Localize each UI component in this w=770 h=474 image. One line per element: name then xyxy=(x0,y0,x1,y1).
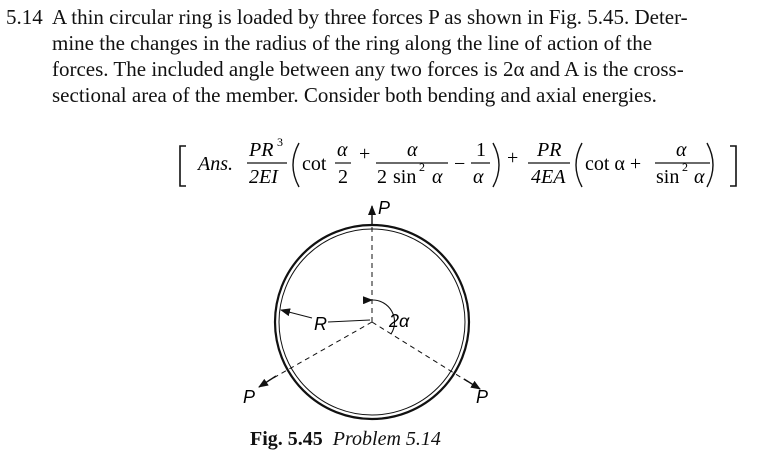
term2-numerator: PR xyxy=(537,139,562,161)
alpha-symbol: α xyxy=(694,166,705,188)
plus-sign: + xyxy=(507,147,519,169)
force-line-right xyxy=(372,322,470,383)
cot-text: cot xyxy=(302,153,327,175)
square-exponent: 2 xyxy=(419,160,425,174)
radius-label: R xyxy=(314,314,327,334)
figure-number: Fig. 5.45 xyxy=(250,428,323,450)
cot-alpha-text: cot α + xyxy=(585,153,642,175)
two-denominator: 2 xyxy=(338,166,348,188)
force-label-right: P xyxy=(476,387,489,407)
alpha-numerator: α xyxy=(676,139,687,161)
figure-caption xyxy=(250,428,441,451)
minus-sign: − xyxy=(454,153,466,175)
force-label-top: P xyxy=(378,198,391,218)
radius-arrow xyxy=(281,310,312,318)
sin-text: sin xyxy=(393,166,417,188)
two-coefficient: 2 xyxy=(377,166,387,188)
square-exponent: 2 xyxy=(682,160,688,174)
one-numerator: 1 xyxy=(476,139,486,161)
force-arrow-left xyxy=(259,376,276,387)
figure-title: Problem 5.14 xyxy=(332,428,441,450)
problem-line: mine the changes in the radius of the ring along the line of action of the xyxy=(52,31,653,55)
sin-text: sin xyxy=(656,166,680,188)
alpha-numerator: α xyxy=(407,139,418,161)
force-label-left: P xyxy=(243,387,256,407)
problem-number: 5.14 xyxy=(6,5,43,29)
alpha-numerator: α xyxy=(337,139,348,161)
radius-line xyxy=(328,320,370,322)
plus-sign: + xyxy=(359,143,371,165)
problem-line: sectional area of the member. Consider both bending and axial energies. xyxy=(52,83,657,107)
problem-line: A thin circular ring is loaded by three forces P as shown in Fig. 5.45. Deter- xyxy=(52,5,688,29)
problem-line: forces. The included angle between any two forces is 2α and A is the cross- xyxy=(52,57,684,81)
term1-numerator: PR xyxy=(249,139,274,161)
term1-exponent: 3 xyxy=(277,135,283,149)
alpha-denominator: α xyxy=(473,166,484,188)
term2-denominator: 4EA xyxy=(531,166,566,188)
angle-label: 2α xyxy=(389,311,410,331)
alpha-symbol: α xyxy=(432,166,443,188)
answer-label: Ans. xyxy=(198,153,233,175)
term1-denominator: 2EI xyxy=(249,166,278,188)
